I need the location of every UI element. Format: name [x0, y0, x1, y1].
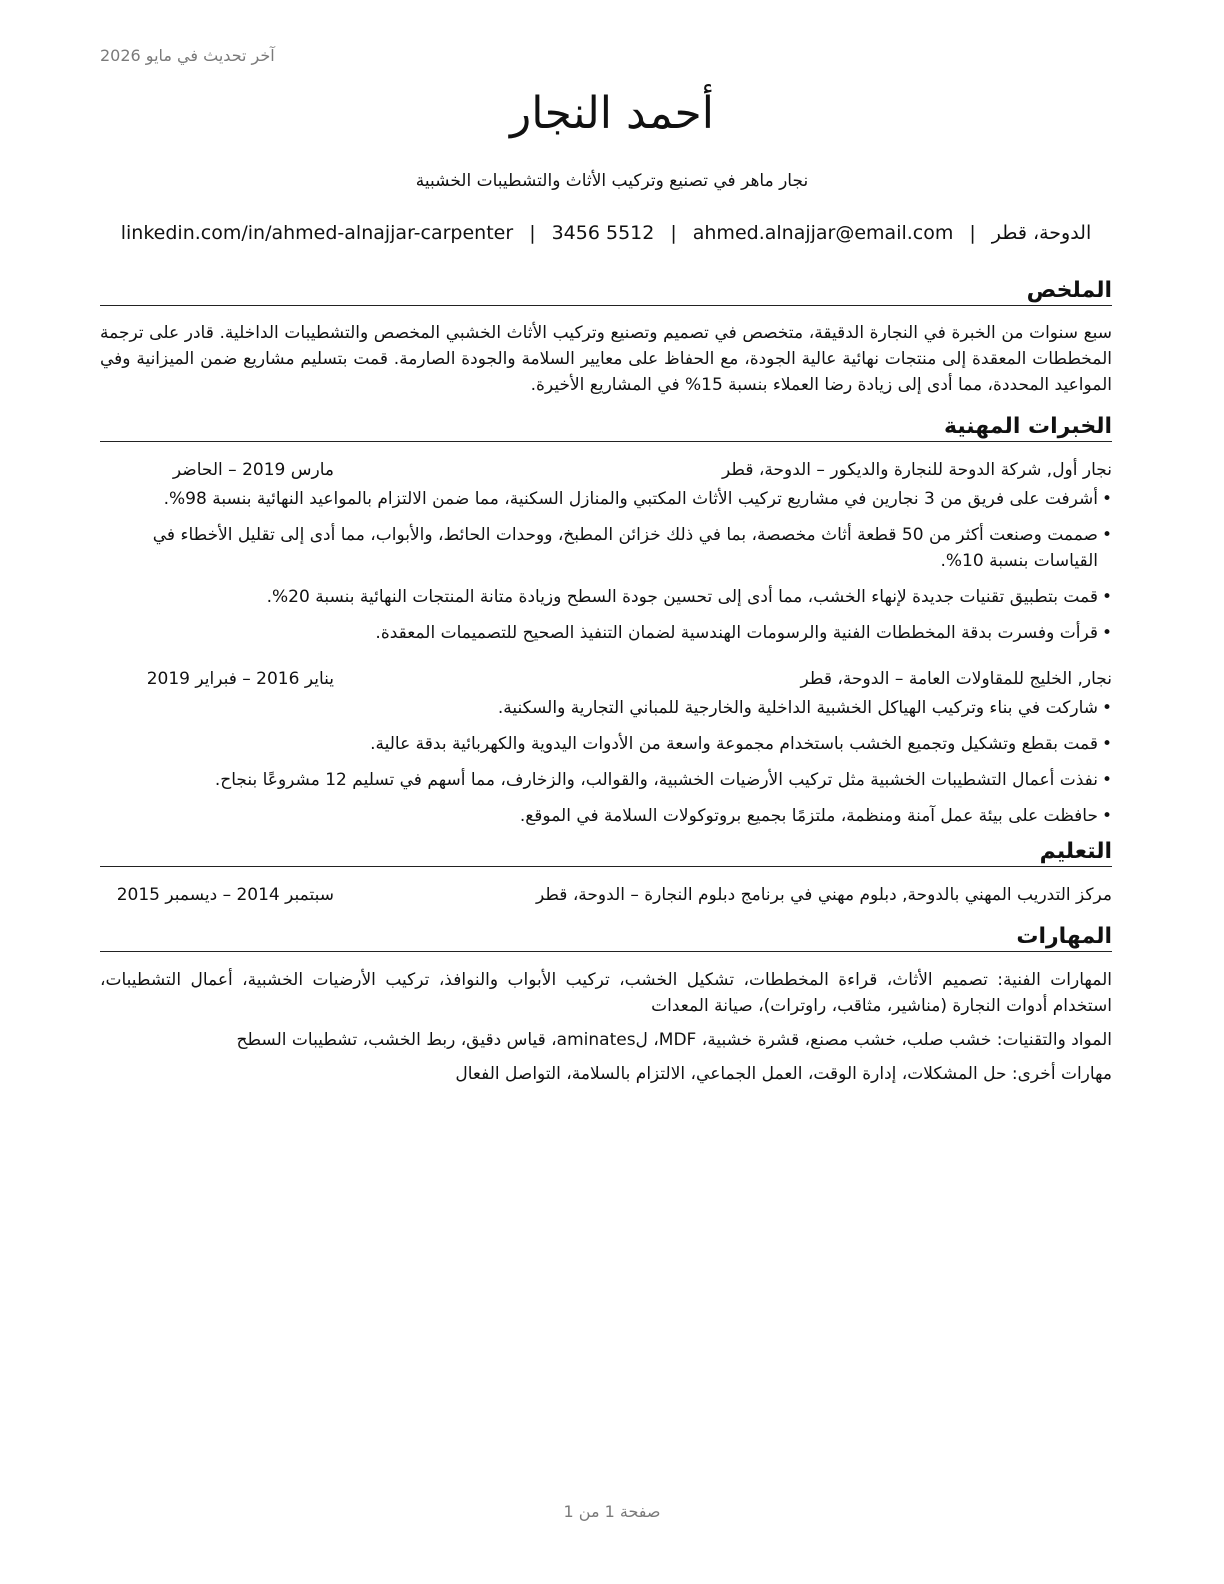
- page-number: صفحة 1 من 1: [563, 1502, 661, 1521]
- skills-section: [100, 924, 1112, 1087]
- job-bullet: • أشرفت على فريق من 3 نجارين في مشاريع تركيب الأثاث المكتبي والمنازل السكنية، مما ضمن الالتزام بالمواعيد النهائية بنسبة 98%.: [100, 486, 1112, 512]
- job-entry: [100, 457, 1112, 646]
- summary-title: الملخص: [100, 278, 1112, 306]
- education-title: التعليم: [100, 839, 1112, 867]
- job-heading: نجار أول, شركة الدوحة للنجارة والديكور – الدوحة، قطر: [722, 460, 1112, 480]
- skills-title: المهارات: [100, 924, 1112, 952]
- skill-line: المهارات الفنية: تصميم الأثاث، قراءة المخططات، تشكيل الخشب، تركيب الأبواب والنوافذ، تركيب الأرضيات الخشبية، أعمال التشطيبات، استخدام أدوات النجارة (مناشير، مثاقب، راوترات)، صيانة المعدات: [100, 970, 1112, 1016]
- education-section: [100, 839, 1112, 908]
- skill-line: المواد والتقنيات: خشب صلب، خشب مصنع، قشرة خشبية، MDF، لaminates، قياس دقيق، ربط الخشب، تشطيبات السطح: [236, 1030, 1112, 1050]
- job-bullets: [100, 486, 1112, 646]
- contact-linkedin[interactable]: linkedin.com/in/ahmed-alnajjar-carpenter: [120, 222, 514, 244]
- job-bullet: • نفذت أعمال التشطيبات الخشبية مثل تركيب الأرضيات الخشبية، والقوالب، والزخارف، مما أسهم في تسليم 12 مشروعًا بنجاح.: [100, 767, 1112, 793]
- experience-section: [100, 414, 1112, 829]
- job-bullet: • صممت وصنعت أكثر من 50 قطعة أثاث مخصصة، بما في ذلك خزائن المطبخ، ووحدات الحائط، والأبواب، مما أدى إلى تقليل الأخطاء في القياسات بنسبة 10%.: [100, 522, 1112, 574]
- resume-content: [100, 278, 1112, 1095]
- job-header: [100, 666, 1112, 692]
- contact-email[interactable]: ahmed.alnajjar@email.com: [692, 222, 954, 244]
- contact-line: [100, 222, 1112, 244]
- contact-phone: 3456 5512: [551, 222, 655, 244]
- job-heading: نجار, الخليج للمقاولات العامة – الدوحة، قطر: [800, 669, 1112, 689]
- summary-section: [100, 278, 1112, 398]
- contact-separator: |: [670, 222, 677, 244]
- education-heading: مركز التدريب المهني بالدوحة, دبلوم مهني في برنامج دبلوم النجارة – الدوحة، قطر: [535, 885, 1112, 905]
- job-dates: يناير 2016 – فبراير 2019: [146, 669, 334, 689]
- summary-text: سبع سنوات من الخبرة في النجارة الدقيقة، متخصص في تصميم وتصنيع وتركيب الأثاث الخشبي المخصص والتشطيبات الداخلية. قادر على ترجمة المخططات المعقدة إلى منتجات نهائية عالية الجودة، مع الحفاظ على معايير السلامة والجودة الصارمة. قمت بتسليم مشاريع ضمن الميزانية وفي المواعيد المحددة، مما أدى إلى زيادة رضا العملاء بنسبة 15% في المشاريع الأخيرة.: [100, 323, 1112, 395]
- job-header: [100, 457, 1112, 483]
- job-bullets: [100, 695, 1112, 829]
- job-dates: مارس 2019 – الحاضر: [172, 460, 334, 480]
- candidate-headline: نجار ماهر في تصنيع وتركيب الأثاث والتشطيبات الخشبية: [415, 171, 809, 191]
- contact-location: الدوحة، قطر: [991, 222, 1092, 244]
- skills-list: [100, 967, 1112, 1087]
- job-bullet: • قرأت وفسرت بدقة المخططات الفنية والرسومات الهندسية لضمان التنفيذ الصحيح للتصميمات المعقدة.: [100, 620, 1112, 646]
- job-bullet: • شاركت في بناء وتركيب الهياكل الخشبية الداخلية والخارجية للمباني التجارية والسكنية.: [100, 695, 1112, 721]
- job-bullet: • قمت بتطبيق تقنيات جديدة لإنهاء الخشب، مما أدى إلى تحسين جودة السطح وزيادة متانة المنتجات النهائية بنسبة 20%.: [100, 584, 1112, 610]
- job-entry: [100, 666, 1112, 829]
- candidate-name: أحمد النجار: [510, 88, 714, 139]
- education-dates: سبتمبر 2014 – ديسمبر 2015: [116, 885, 334, 905]
- job-bullet: • قمت بقطع وتشكيل وتجميع الخشب باستخدام مجموعة واسعة من الأدوات اليدوية والكهربائية بدقة عالية.: [100, 731, 1112, 757]
- experience-title: الخبرات المهنية: [100, 414, 1112, 442]
- contact-separator: |: [969, 222, 976, 244]
- skill-line: مهارات أخرى: حل المشكلات، إدارة الوقت، العمل الجماعي، الالتزام بالسلامة، التواصل الفعال: [455, 1064, 1112, 1084]
- last-updated-note: آخر تحديث في مايو 2026: [100, 46, 275, 65]
- job-bullet: • حافظت على بيئة عمل آمنة ومنظمة، ملتزمًا بجميع بروتوكولات السلامة في الموقع.: [100, 803, 1112, 829]
- contact-separator: |: [529, 222, 536, 244]
- education-entry: [100, 882, 1112, 908]
